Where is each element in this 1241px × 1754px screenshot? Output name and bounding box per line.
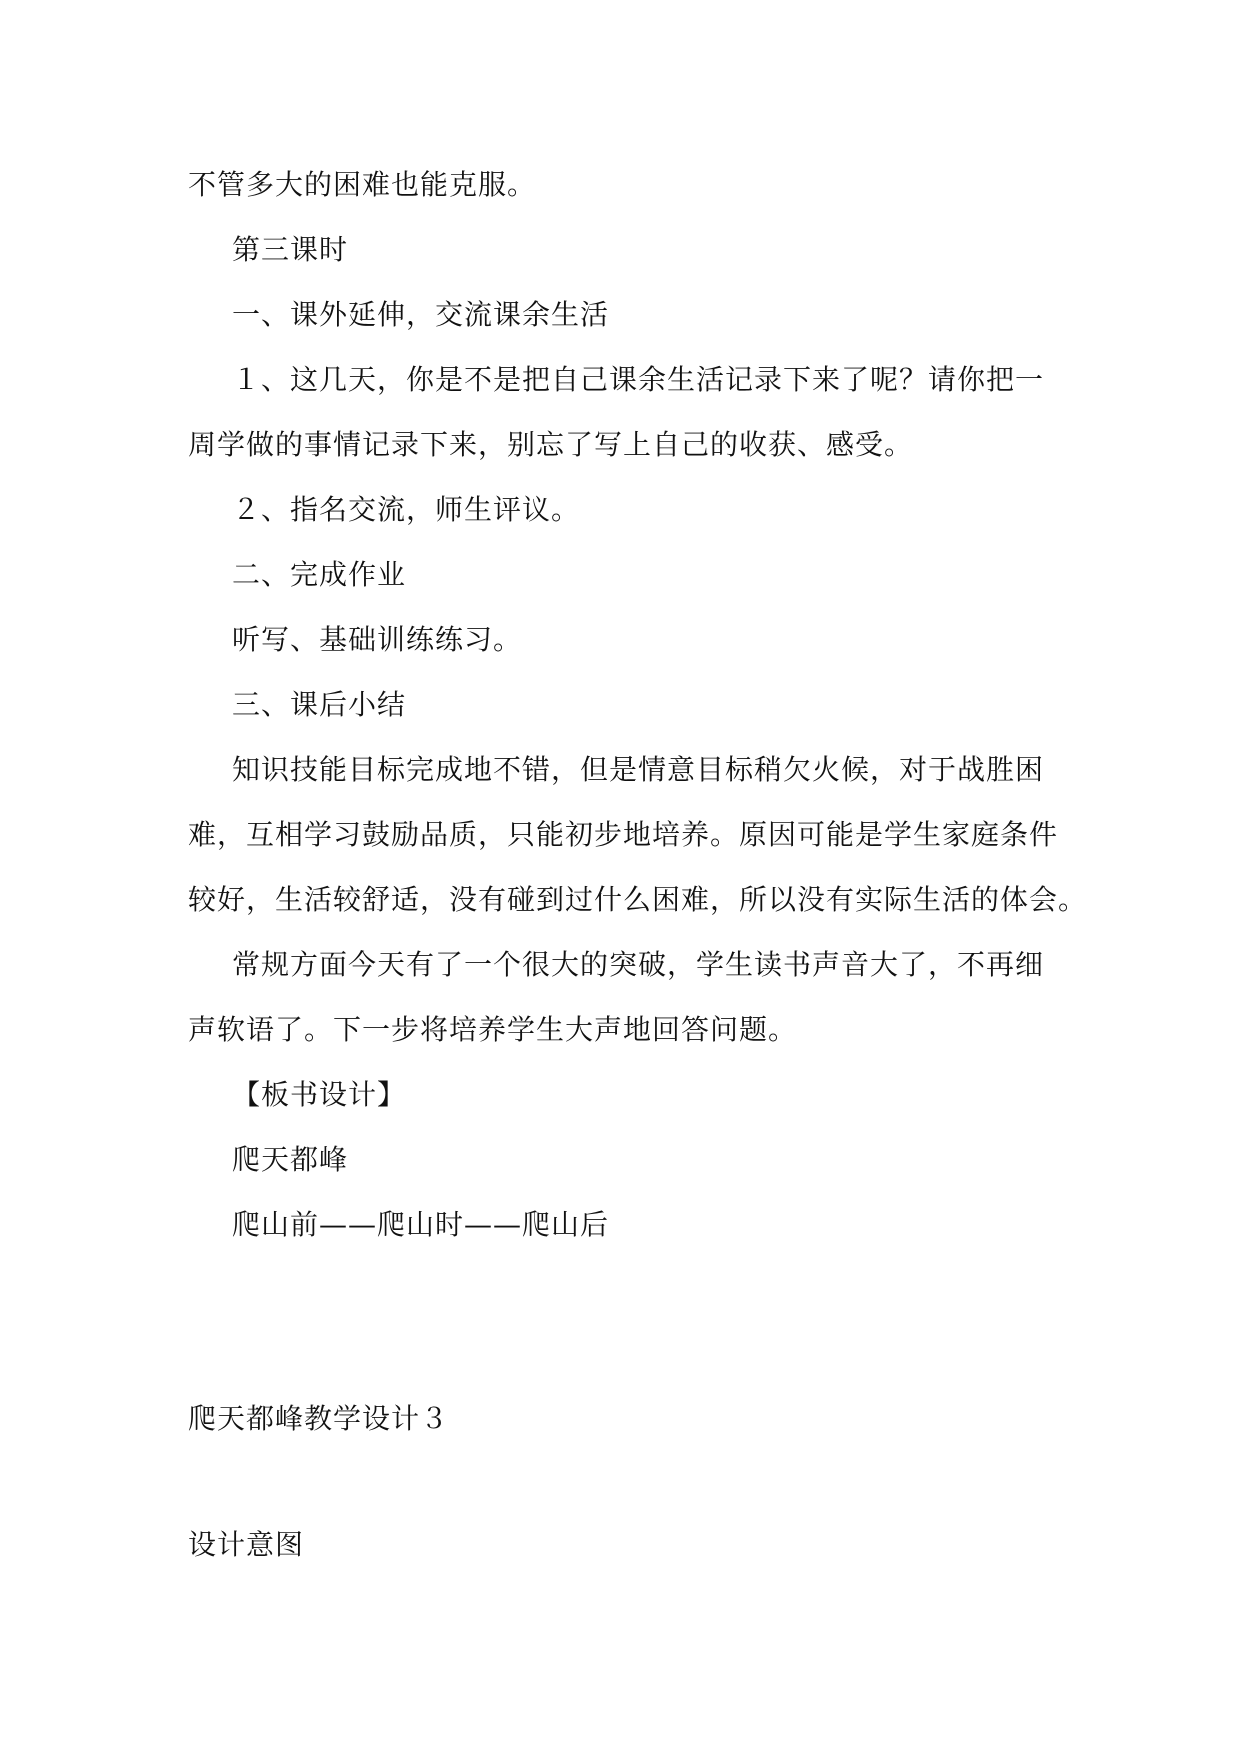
document-title: 爬天都峰教学设计３ bbox=[188, 1402, 450, 1435]
board-design-flow: 爬山前——爬山时——爬山后 bbox=[232, 1208, 610, 1241]
section-heading: 设计意图 bbox=[188, 1528, 305, 1561]
paragraph-line: １、这几天，你是不是把自己课余生活记录下来了呢？请你把一 bbox=[232, 363, 1045, 396]
board-design-heading: 【板书设计】 bbox=[232, 1078, 407, 1111]
section-heading: 一、课外延伸，交流课余生活 bbox=[232, 298, 610, 331]
section-heading: 二、完成作业 bbox=[232, 558, 407, 591]
paragraph-line: 较好，生活较舒适，没有碰到过什么困难，所以没有实际生活的体会。 bbox=[188, 883, 1088, 916]
paragraph-line: 难，互相学习鼓励品质，只能初步地培养。原因可能是学生家庭条件 bbox=[188, 818, 1059, 851]
paragraph-line: 听写、基础训练练习。 bbox=[232, 623, 523, 656]
paragraph-line: 周学做的事情记录下来，别忘了写上自己的收获、感受。 bbox=[188, 428, 914, 461]
board-design-title: 爬天都峰 bbox=[232, 1143, 349, 1176]
section-heading: 第三课时 bbox=[232, 233, 349, 266]
paragraph-line: 声软语了。下一步将培养学生大声地回答问题。 bbox=[188, 1013, 798, 1046]
paragraph-line: 常规方面今天有了一个很大的突破，学生读书声音大了，不再细 bbox=[232, 948, 1045, 981]
paragraph-line: 不管多大的困难也能克服。 bbox=[188, 168, 537, 201]
section-heading: 三、课后小结 bbox=[232, 688, 407, 721]
paragraph-line: 知识技能目标完成地不错，但是情意目标稍欠火候，对于战胜困 bbox=[232, 753, 1045, 786]
paragraph-line: ２、指名交流，师生评议。 bbox=[232, 493, 581, 526]
